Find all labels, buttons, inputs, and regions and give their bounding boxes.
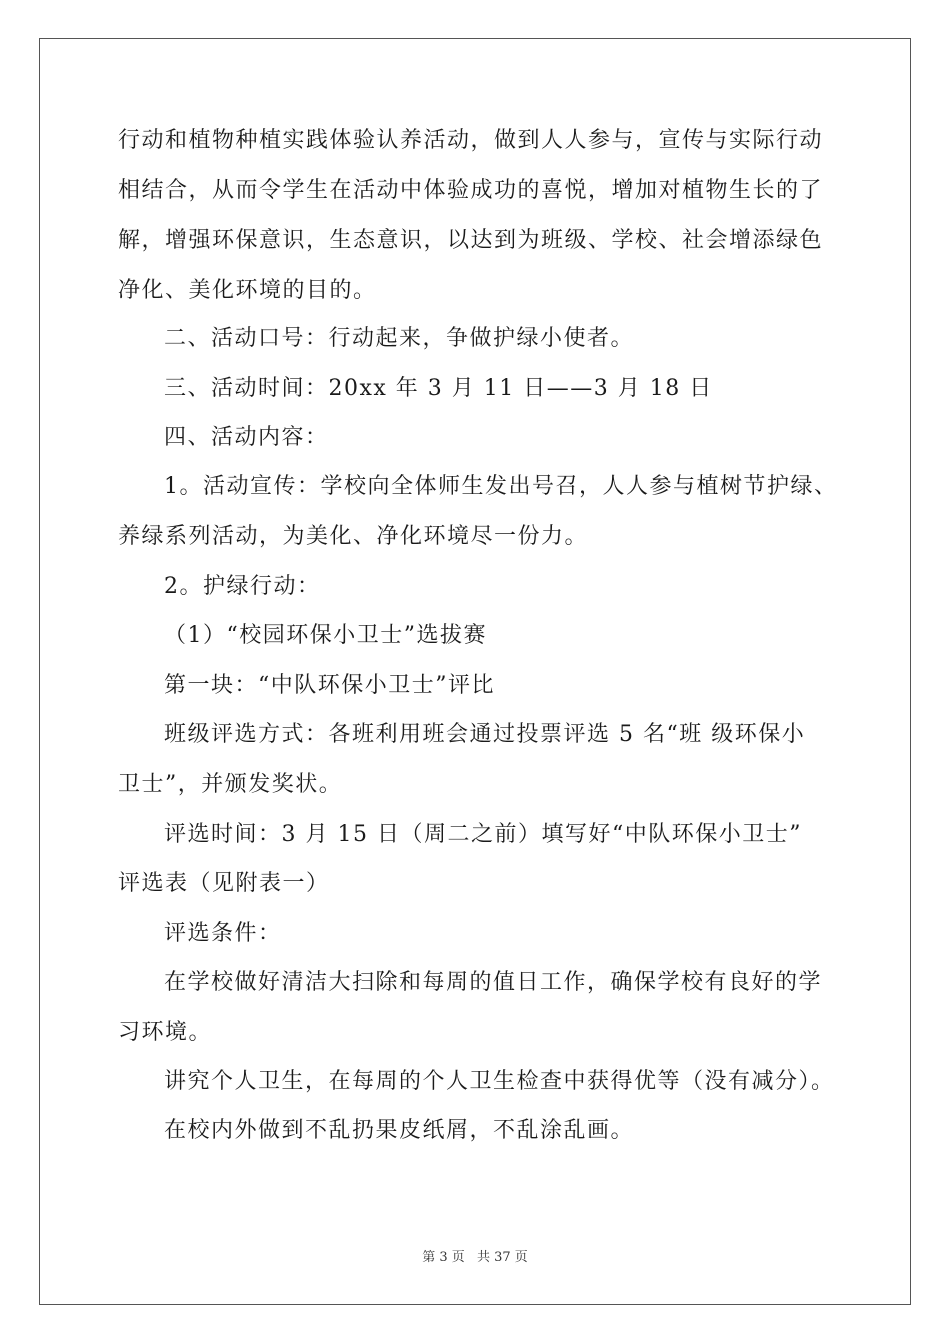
body-line: 卫士”，并颁发奖状。 [118, 772, 343, 797]
body-line: 在校内外做到不乱扔果皮纸屑，不乱涂乱画。 [164, 1118, 635, 1143]
body-line: 评选表（见附表一） [118, 871, 330, 896]
body-line: 1。活动宣传：学校向全体师生发出号召，人人参与植树节护绿、 [164, 474, 838, 499]
body-line: 习环境。 [118, 1020, 213, 1045]
body-line: 在学校做好清洁大扫除和每周的值日工作，确保学校有良好的学 [164, 970, 823, 995]
body-line: 相结合，从而令学生在活动中体验成功的喜悦，增加对植物生长的了 [118, 178, 824, 203]
body-line: 讲究个人卫生，在每周的个人卫生检查中获得优等（没有减分）。 [164, 1069, 835, 1094]
body-line: 班级评选方式：各班利用班会通过投票评选 5 名“班 级环保小 [164, 722, 806, 747]
page-footer [0, 1246, 950, 1265]
section-heading: 二、活动口号：行动起来，争做护绿小使者。 [164, 326, 635, 351]
body-line: 净化、美化环境的目的。 [118, 278, 377, 303]
subsection-heading: 2。护绿行动： [164, 574, 321, 599]
body-line: 解，增强环保意识，生态意识，以达到为班级、学校、社会增添绿色 [118, 228, 824, 253]
section-heading: 四、活动内容： [164, 425, 329, 450]
section-heading: 三、活动时间：20xx 年 3 月 11 日——3 月 18 日 [164, 376, 713, 401]
total-pages: 共 37 页 [476, 1250, 528, 1265]
body-line: 评选条件： [164, 921, 282, 946]
body-line: 行动和植物种植实践体验认养活动，做到人人参与，宣传与实际行动 [118, 128, 824, 153]
body-line: 评选时间：3 月 15 日（周二之前）填写好“中队环保小卫士” [164, 822, 802, 847]
body-line: 养绿系列活动，为美化、净化环境尽一份力。 [118, 524, 589, 549]
body-line: 第一块：“中队环保小卫士”评比 [164, 673, 495, 698]
subsection-heading: （1）“校园环保小卫士”选拔赛 [164, 623, 487, 648]
page-number: 第 3 页 [422, 1250, 465, 1265]
